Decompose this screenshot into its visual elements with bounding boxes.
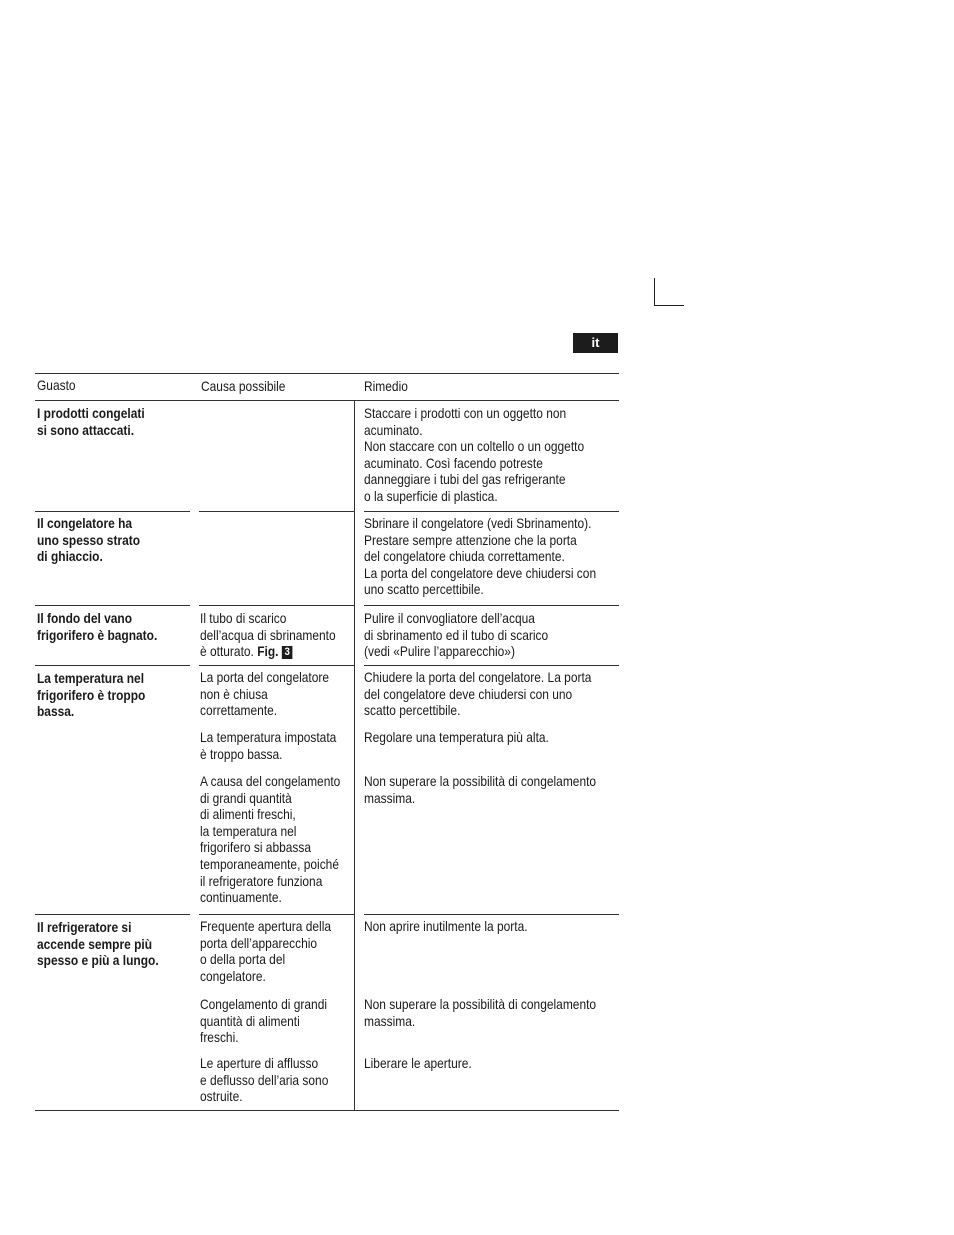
- row-remedy: Non aprire inutilmente la porta.: [364, 919, 528, 934]
- header-guasto: Guasto: [37, 378, 76, 393]
- row-cause: Le aperture di afflusso e deflusso dell’aria sono ostruite.: [200, 1056, 329, 1105]
- row-cause: Frequente apertura della porta dell’apparecchio o della porta del congelatore.: [200, 919, 332, 984]
- figure-number-badge: 3: [282, 646, 293, 659]
- row-cause: A causa del congelamento di grandi quantità di alimenti freschi, la temperatura nel frigorifero si abbassa temporaneamente, poiché il refrigeratore funziona continuamente.: [200, 774, 341, 906]
- row-remedy: Regolare una temperatura più alta.: [364, 730, 549, 745]
- row-cause: La temperatura impostata è troppo bassa.: [200, 730, 337, 762]
- table-bottom-rule: [35, 1110, 619, 1111]
- row-cause: La porta del congelatore non è chiusa correttamente.: [200, 670, 330, 719]
- row-rule: [364, 511, 619, 512]
- row-remedy: Chiudere la porta del congelatore. La porta del congelatore deve chiudersi con uno scatto percettibile.: [364, 670, 592, 719]
- row-remedy: Staccare i prodotti con un oggetto non acuminato. Non staccare con un coltello o un oggetto acuminato. Così facendo potreste danneggiare i tubi del gas refrigerante o la superficie di plastica.: [364, 406, 585, 504]
- row-guasto: I prodotti congelati si sono attaccati.: [37, 406, 145, 438]
- row-remedy: Non superare la possibilità di congelamento massima.: [364, 774, 597, 806]
- row-remedy: Sbrinare il congelatore (vedi Sbrinamento). Prestare sempre attenzione che la porta del congelatore chiuda correttamente. La porta del congelatore deve chiudersi con uno scatto percettibile.: [364, 516, 597, 598]
- row-guasto: Il congelatore ha uno spesso strato di ghiaccio.: [37, 516, 141, 565]
- row-rule: [364, 914, 619, 915]
- figure-ref-label: Fig.: [257, 644, 279, 660]
- row-rule: [35, 914, 190, 915]
- row-remedy: Pulire il convogliatore dell’acqua di sbrinamento ed il tubo di scarico (vedi «Pulire l’apparecchio»): [364, 611, 549, 660]
- row-remedy: Non superare la possibilità di congelamento massima.: [364, 997, 597, 1029]
- header-causa: Causa possibile: [201, 379, 286, 394]
- row-cause: [200, 611, 336, 661]
- row-rule: [199, 665, 354, 666]
- row-rule: [364, 605, 619, 606]
- crop-mark-horizontal: [654, 305, 684, 306]
- row-rule: [35, 605, 190, 606]
- row-remedy: Liberare le aperture.: [364, 1056, 472, 1071]
- column-divider: [354, 400, 355, 511]
- row-rule: [199, 511, 354, 512]
- column-divider: [354, 605, 355, 665]
- row-rule: [35, 511, 190, 512]
- language-tab: it: [573, 333, 618, 353]
- column-divider: [354, 914, 355, 1110]
- crop-mark-vertical: [654, 278, 655, 306]
- header-rimedio: Rimedio: [364, 379, 408, 394]
- column-divider: [354, 665, 355, 914]
- row-rule: [35, 665, 190, 666]
- row-guasto: Il fondo del vano frigorifero è bagnato.: [37, 611, 158, 643]
- row-rule: [364, 665, 619, 666]
- cause-text: Il tubo di scarico dell’acqua di sbrinamento è otturato.: [200, 611, 336, 660]
- table-top-rule: [35, 373, 619, 374]
- header-rule: [35, 400, 619, 401]
- row-guasto: La temperatura nel frigorifero è troppo bassa.: [37, 671, 146, 720]
- row-rule: [199, 914, 354, 915]
- row-guasto: Il refrigeratore si accende sempre più spesso e più a lungo.: [37, 920, 159, 969]
- column-divider: [354, 511, 355, 605]
- row-cause: Congelamento di grandi quantità di alimenti freschi.: [200, 997, 328, 1046]
- row-rule: [199, 605, 354, 606]
